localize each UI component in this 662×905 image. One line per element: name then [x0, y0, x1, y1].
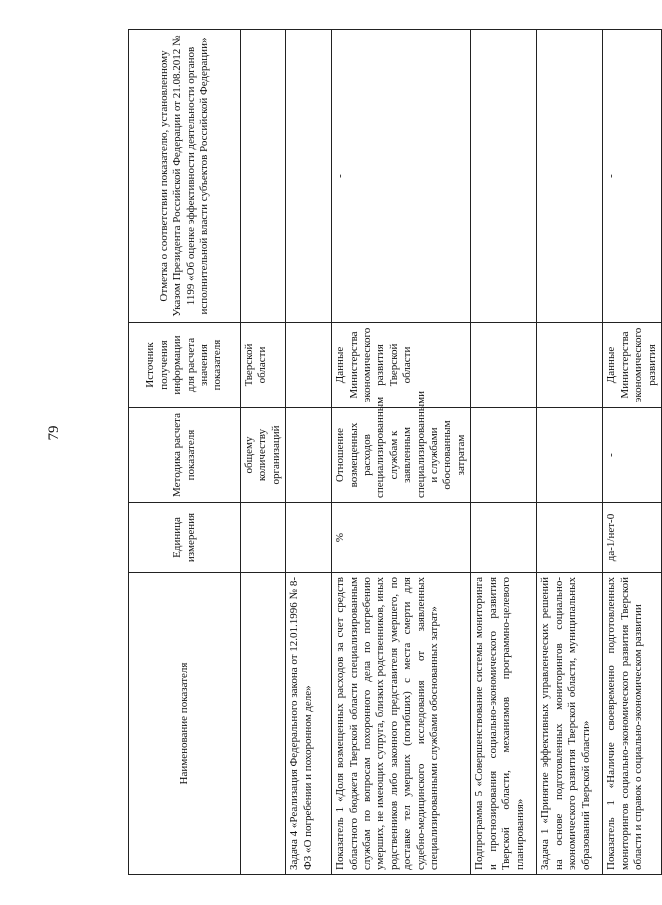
table-row [537, 30, 603, 875]
cell-name: Показатель 1 «Наличие своевременно подготовленных мониторингов социально-экономического развития Тверской области и справок о социально-экономическом развитии [603, 573, 662, 875]
cell-mark: - [603, 30, 662, 323]
cell-name: Задача 4 «Реализация Федерального закона от 12.01.1996 № 8-ФЗ «О погребении и похоронном деле» [286, 573, 332, 875]
cell-name: Показатель 1 «Доля возмещенных расходов за счет средств областного бюджета Тверской области специализированным службам по вопросам похоронного дела по погребению умерших, не имеющих супруга, близких родственников, иных родственников либо законного представителя умершего, по доставке тел умерших (погибших) с места смерти для судебно-медицинского исследования от заявленных специализированными службами обоснованных затрат» [332, 573, 471, 875]
rotated-table-container [128, 30, 658, 875]
cell-source: Тверской области [241, 323, 286, 408]
cell-source: Данные Министерства экономического развития Тверской области [332, 323, 471, 408]
page-number: 79 [46, 425, 62, 441]
cell-source [286, 323, 332, 408]
table-row [603, 30, 662, 875]
table-header-row [129, 30, 241, 875]
cell-method: общему количеству организаций [241, 408, 286, 503]
cell-method [286, 408, 332, 503]
cell-mark [241, 30, 286, 323]
cell-mark [471, 30, 537, 323]
cell-mark: - [332, 30, 471, 323]
cell-name [241, 573, 286, 875]
cell-unit [286, 503, 332, 573]
table-row [286, 30, 332, 875]
cell-unit [241, 503, 286, 573]
cell-source [471, 323, 537, 408]
cell-unit [537, 503, 603, 573]
cell-mark [286, 30, 332, 323]
cell-name: Задача 1 «Принятие эффективных управленческих решений на основе подготовленных мониторингов социально-экономического развития Тверской области, муниципальных образований Тверской области» [537, 573, 603, 875]
cell-source: Данные Министерства экономического развития [603, 323, 662, 408]
cell-method: Отношение возмещенных расходов специализированным службам к заявленным специализированными и службами обоснованным затратам [332, 408, 471, 503]
header-source: Источник получения информации для расчета значения показателя [129, 323, 241, 408]
header-name: Наименование показателя [129, 573, 241, 875]
table-row [332, 30, 471, 875]
table-row [241, 30, 286, 875]
header-unit: Единица измерения [129, 503, 241, 573]
cell-method: - [603, 408, 662, 503]
cell-unit: % [332, 503, 471, 573]
indicators-table [128, 29, 662, 875]
cell-unit: да-1/нет-0 [603, 503, 662, 573]
cell-method [471, 408, 537, 503]
header-mark: Отметка о соответствии показателю, установленному Указом Президента Российской Федерации от 21.08.2012 № 1199 «Об оценке эффективности деятельности органов исполнительной власти субъектов Российской Федерации» [129, 30, 241, 323]
cell-name: Подпрограмма 5 «Совершенствование системы мониторинга и прогнозирования социально-экономического развития Тверской области, механизмов программно-целевого планирования» [471, 573, 537, 875]
table-row [471, 30, 537, 875]
cell-source [537, 323, 603, 408]
cell-unit [471, 503, 537, 573]
cell-mark [537, 30, 603, 323]
cell-method [537, 408, 603, 503]
header-method: Методика расчета показателя [129, 408, 241, 503]
